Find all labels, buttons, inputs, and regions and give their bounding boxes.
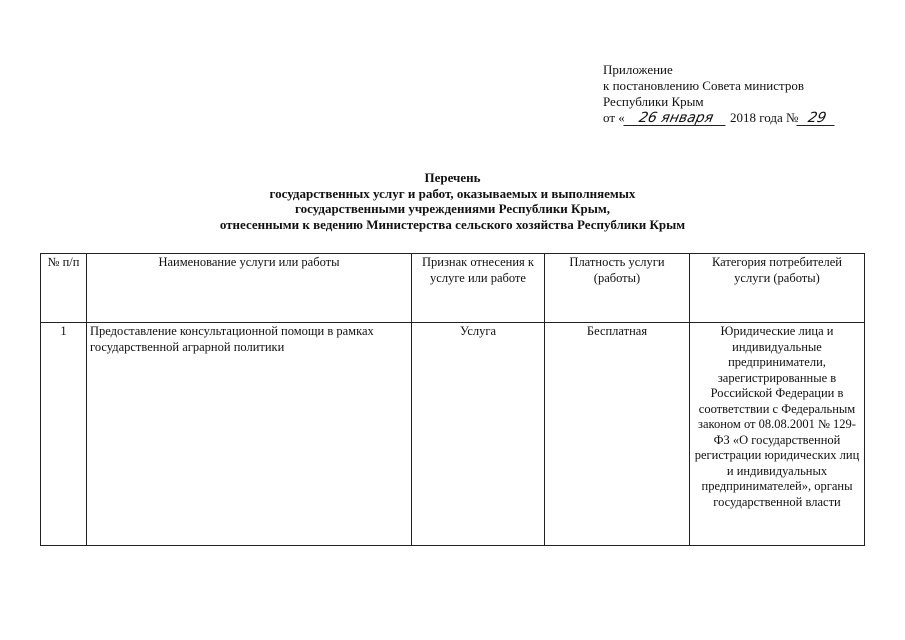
- title-line-1: Перечень: [424, 170, 481, 185]
- header-pay: Платность услуги (работы): [545, 254, 690, 323]
- title-line-3: государственными учреждениями Республики Крым,: [295, 201, 610, 216]
- document-title: [0, 170, 905, 232]
- handwritten-number: 29: [797, 111, 838, 126]
- appendix-date-line: [603, 110, 836, 126]
- cell-sign: Услуга: [412, 323, 545, 546]
- cell-category: Юридические лица и индивидуальные предприниматели, зарегистрированные в Российской Федерации в соответствии с Федеральным законом от 08.08.2001 № 129-ФЗ «О государственной регистрации юридических лиц и индивидуальных предпринимателей», органы государственной власти: [690, 323, 865, 546]
- date-suffix: 2018 года №: [726, 110, 799, 125]
- handwritten-date: 26 января: [623, 111, 728, 126]
- services-table: [40, 253, 865, 546]
- header-category: Категория потребителей услуги (работы): [690, 254, 865, 323]
- appendix-line-2: к постановлению Совета министров: [603, 78, 804, 93]
- header-sign: Признак отнесения к услуге или работе: [412, 254, 545, 323]
- title-line-2: государственных услуг и работ, оказываемых и выполняемых: [269, 185, 636, 201]
- cell-name: Предоставление консультационной помощи в рамках государственной аграрной политики: [87, 323, 412, 546]
- appendix-line-3: Республики Крым: [603, 94, 704, 109]
- title-line-4: отнесенными к ведению Министерства сельского хозяйства Республики Крым: [219, 216, 686, 232]
- cell-num: 1: [41, 323, 87, 546]
- appendix-line-1: Приложение: [603, 62, 673, 77]
- header-num: № п/п: [41, 254, 87, 323]
- table-header-row: [41, 254, 865, 323]
- header-name: Наименование услуги или работы: [87, 254, 412, 323]
- table-row: [41, 323, 865, 546]
- date-prefix: от «: [603, 110, 625, 125]
- appendix-block: [603, 62, 836, 126]
- cell-pay: Бесплатная: [545, 323, 690, 546]
